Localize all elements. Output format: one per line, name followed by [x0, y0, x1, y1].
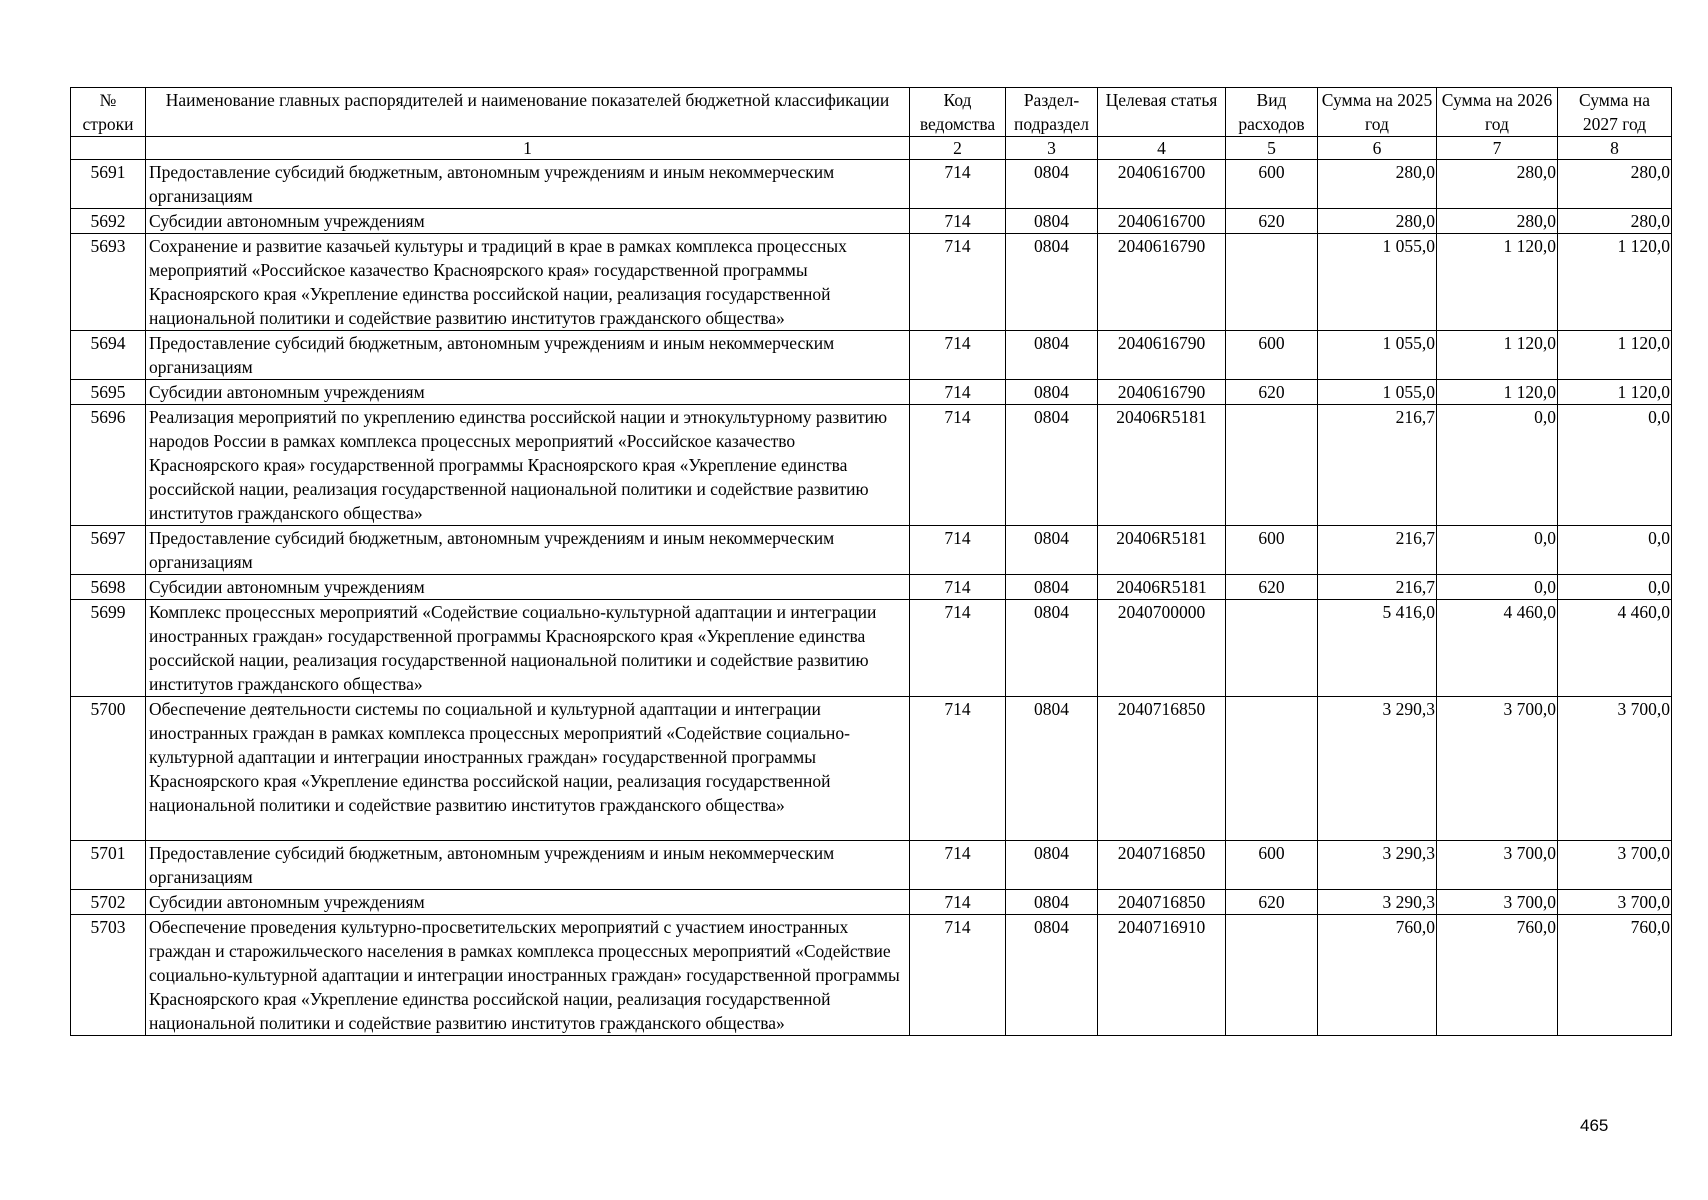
- budget-table: [70, 87, 1672, 1036]
- row-dept-code: 714: [910, 915, 1006, 1036]
- row-name: Обеспечение проведения культурно-просветительских мероприятий с участием иностранных граждан и старожильческого населения в рамках комплекса процессных мероприятий «Содействие социально-культурной адаптации и интеграции иностранных граждан» государственной программы Красноярского края «Укрепление единства российской нации, реализация государственной национальной политики и содействие развитию институтов гражданского общества»: [146, 915, 910, 1036]
- row-target-item: 2040716850: [1098, 890, 1226, 915]
- table-row: [71, 600, 1672, 697]
- header-dept-code: Код ведомства: [910, 88, 1006, 137]
- header-expense-type: Вид расходов: [1226, 88, 1318, 137]
- row-name: Субсидии автономным учреждениям: [146, 380, 910, 405]
- row-expense-type: [1226, 405, 1318, 526]
- row-sum-2026: 280,0: [1437, 160, 1558, 209]
- header-target-item: Целевая статья: [1098, 88, 1226, 137]
- row-expense-type: [1226, 915, 1318, 1036]
- row-sum-2027: 4 460,0: [1558, 600, 1672, 697]
- row-name: Субсидии автономным учреждениям: [146, 575, 910, 600]
- column-number: 3: [1006, 137, 1098, 160]
- table-row: [71, 526, 1672, 575]
- table-row: [71, 841, 1672, 890]
- row-dept-code: 714: [910, 405, 1006, 526]
- row-number: 5693: [71, 234, 146, 331]
- row-sum-2027: 3 700,0: [1558, 890, 1672, 915]
- row-section: 0804: [1006, 915, 1098, 1036]
- row-sum-2026: 4 460,0: [1437, 600, 1558, 697]
- row-sum-2025: 1 055,0: [1318, 234, 1437, 331]
- row-sum-2025: 1 055,0: [1318, 380, 1437, 405]
- column-number: 1: [146, 137, 910, 160]
- row-target-item: 20406R5181: [1098, 575, 1226, 600]
- row-sum-2025: 5 416,0: [1318, 600, 1437, 697]
- page-number: 465: [1580, 1116, 1609, 1135]
- row-sum-2027: 1 120,0: [1558, 234, 1672, 331]
- row-number: 5699: [71, 600, 146, 697]
- column-number: 5: [1226, 137, 1318, 160]
- row-sum-2027: 760,0: [1558, 915, 1672, 1036]
- row-name: Обеспечение деятельности системы по социальной и культурной адаптации и интеграции иностранных граждан в рамках комплекса процессных мероприятий «Содействие социально-культурной адаптации и интеграции иностранных граждан» государственной программы Красноярского края «Укрепление единства российской нации, реализация государственной национальной политики и содействие развитию институтов гражданского общества»: [146, 697, 910, 841]
- row-target-item: 2040616700: [1098, 209, 1226, 234]
- row-number: 5691: [71, 160, 146, 209]
- header-name: Наименование главных распорядителей и наименование показателей бюджетной классификации: [146, 88, 910, 137]
- table-row: [71, 405, 1672, 526]
- row-expense-type: 620: [1226, 890, 1318, 915]
- row-number: 5701: [71, 841, 146, 890]
- row-expense-type: 600: [1226, 841, 1318, 890]
- row-name: Предоставление субсидий бюджетным, автономным учреждениям и иным некоммерческим организациям: [146, 331, 910, 380]
- row-target-item: 2040616790: [1098, 380, 1226, 405]
- row-expense-type: [1226, 234, 1318, 331]
- row-sum-2026: 0,0: [1437, 526, 1558, 575]
- column-number: 4: [1098, 137, 1226, 160]
- row-section: 0804: [1006, 160, 1098, 209]
- column-number: 8: [1558, 137, 1672, 160]
- row-dept-code: 714: [910, 890, 1006, 915]
- row-sum-2027: 0,0: [1558, 405, 1672, 526]
- row-target-item: 2040716850: [1098, 841, 1226, 890]
- row-expense-type: 600: [1226, 331, 1318, 380]
- row-number: 5700: [71, 697, 146, 841]
- header-sum-2026: Сумма на 2026 год: [1437, 88, 1558, 137]
- row-section: 0804: [1006, 841, 1098, 890]
- row-sum-2025: 1 055,0: [1318, 331, 1437, 380]
- row-target-item: 20406R5181: [1098, 526, 1226, 575]
- row-sum-2026: 0,0: [1437, 575, 1558, 600]
- row-sum-2027: 0,0: [1558, 575, 1672, 600]
- table-row: [71, 380, 1672, 405]
- row-name: Субсидии автономным учреждениям: [146, 890, 910, 915]
- row-name: Субсидии автономным учреждениям: [146, 209, 910, 234]
- row-name: Комплекс процессных мероприятий «Содействие социально-культурной адаптации и интеграции иностранных граждан» государственной программы Красноярского края «Укрепление единства российской нации, реализация государственной национальной политики и содействие развитию институтов гражданского общества»: [146, 600, 910, 697]
- row-name: Предоставление субсидий бюджетным, автономным учреждениям и иным некоммерческим организациям: [146, 160, 910, 209]
- row-sum-2027: 3 700,0: [1558, 697, 1672, 841]
- column-number-row: [71, 137, 1672, 160]
- row-number: 5696: [71, 405, 146, 526]
- row-expense-type: 600: [1226, 526, 1318, 575]
- row-expense-type: 600: [1226, 160, 1318, 209]
- header-sum-2025: Сумма на 2025 год: [1318, 88, 1437, 137]
- row-target-item: 2040700000: [1098, 600, 1226, 697]
- row-sum-2026: 3 700,0: [1437, 697, 1558, 841]
- row-number: 5703: [71, 915, 146, 1036]
- row-section: 0804: [1006, 380, 1098, 405]
- row-sum-2027: 3 700,0: [1558, 841, 1672, 890]
- row-sum-2025: 760,0: [1318, 915, 1437, 1036]
- table-row: [71, 331, 1672, 380]
- row-sum-2027: 280,0: [1558, 160, 1672, 209]
- row-sum-2026: 280,0: [1437, 209, 1558, 234]
- table-row: [71, 160, 1672, 209]
- row-sum-2025: 216,7: [1318, 405, 1437, 526]
- row-section: 0804: [1006, 526, 1098, 575]
- row-name: Предоставление субсидий бюджетным, автономным учреждениям и иным некоммерческим организациям: [146, 526, 910, 575]
- row-dept-code: 714: [910, 697, 1006, 841]
- row-sum-2027: 0,0: [1558, 526, 1672, 575]
- column-number: 2: [910, 137, 1006, 160]
- table-row: [71, 915, 1672, 1036]
- row-sum-2026: 1 120,0: [1437, 234, 1558, 331]
- row-section: 0804: [1006, 575, 1098, 600]
- row-section: 0804: [1006, 600, 1098, 697]
- header-row: [71, 88, 1672, 137]
- row-sum-2025: 216,7: [1318, 575, 1437, 600]
- header-sum-2027: Сумма на 2027 год: [1558, 88, 1672, 137]
- row-target-item: 2040616700: [1098, 160, 1226, 209]
- row-dept-code: 714: [910, 380, 1006, 405]
- header-section: Раздел-подраздел: [1006, 88, 1098, 137]
- row-section: 0804: [1006, 331, 1098, 380]
- row-dept-code: 714: [910, 234, 1006, 331]
- row-expense-type: 620: [1226, 209, 1318, 234]
- row-sum-2025: 280,0: [1318, 160, 1437, 209]
- row-name: Реализация мероприятий по укреплению единства российской нации и этнокультурному развитию народов России в рамках комплекса процессных мероприятий «Российское казачество Красноярского края» государственной программы Красноярского края «Укрепление единства российской нации, реализация государственной национальной политики и содействие развитию институтов гражданского общества»: [146, 405, 910, 526]
- row-target-item: 2040716850: [1098, 697, 1226, 841]
- row-dept-code: 714: [910, 600, 1006, 697]
- row-section: 0804: [1006, 890, 1098, 915]
- row-sum-2025: 216,7: [1318, 526, 1437, 575]
- table-row: [71, 234, 1672, 331]
- table-row: [71, 209, 1672, 234]
- row-dept-code: 714: [910, 841, 1006, 890]
- row-name: Предоставление субсидий бюджетным, автономным учреждениям и иным некоммерческим организациям: [146, 841, 910, 890]
- row-expense-type: 620: [1226, 380, 1318, 405]
- row-dept-code: 714: [910, 209, 1006, 234]
- row-sum-2026: 3 700,0: [1437, 890, 1558, 915]
- row-sum-2026: 760,0: [1437, 915, 1558, 1036]
- row-dept-code: 714: [910, 160, 1006, 209]
- table-row: [71, 890, 1672, 915]
- row-expense-type: [1226, 697, 1318, 841]
- row-number: 5698: [71, 575, 146, 600]
- row-sum-2026: 3 700,0: [1437, 841, 1558, 890]
- row-sum-2027: 1 120,0: [1558, 331, 1672, 380]
- row-sum-2026: 1 120,0: [1437, 380, 1558, 405]
- row-sum-2026: 1 120,0: [1437, 331, 1558, 380]
- row-number: 5702: [71, 890, 146, 915]
- row-sum-2025: 3 290,3: [1318, 890, 1437, 915]
- row-target-item: 2040616790: [1098, 234, 1226, 331]
- row-number: 5695: [71, 380, 146, 405]
- row-sum-2026: 0,0: [1437, 405, 1558, 526]
- row-sum-2027: 1 120,0: [1558, 380, 1672, 405]
- header-row-no: № строки: [71, 88, 146, 137]
- row-dept-code: 714: [910, 331, 1006, 380]
- row-target-item: 20406R5181: [1098, 405, 1226, 526]
- row-target-item: 2040616790: [1098, 331, 1226, 380]
- row-expense-type: 620: [1226, 575, 1318, 600]
- column-number: 6: [1318, 137, 1437, 160]
- row-section: 0804: [1006, 405, 1098, 526]
- row-dept-code: 714: [910, 575, 1006, 600]
- row-sum-2025: 280,0: [1318, 209, 1437, 234]
- table-row: [71, 697, 1672, 841]
- row-number: 5694: [71, 331, 146, 380]
- row-section: 0804: [1006, 234, 1098, 331]
- column-number: [71, 137, 146, 160]
- row-name: Сохранение и развитие казачьей культуры и традиций в крае в рамках комплекса процессных мероприятий «Российское казачество Красноярского края» государственной программы Красноярского края «Укрепление единства российской нации, реализация государственной национальной политики и содействие развитию институтов гражданского общества»: [146, 234, 910, 331]
- row-number: 5697: [71, 526, 146, 575]
- row-expense-type: [1226, 600, 1318, 697]
- row-sum-2027: 280,0: [1558, 209, 1672, 234]
- row-number: 5692: [71, 209, 146, 234]
- row-section: 0804: [1006, 697, 1098, 841]
- row-target-item: 2040716910: [1098, 915, 1226, 1036]
- row-section: 0804: [1006, 209, 1098, 234]
- table-row: [71, 575, 1672, 600]
- row-sum-2025: 3 290,3: [1318, 841, 1437, 890]
- row-dept-code: 714: [910, 526, 1006, 575]
- column-number: 7: [1437, 137, 1558, 160]
- row-sum-2025: 3 290,3: [1318, 697, 1437, 841]
